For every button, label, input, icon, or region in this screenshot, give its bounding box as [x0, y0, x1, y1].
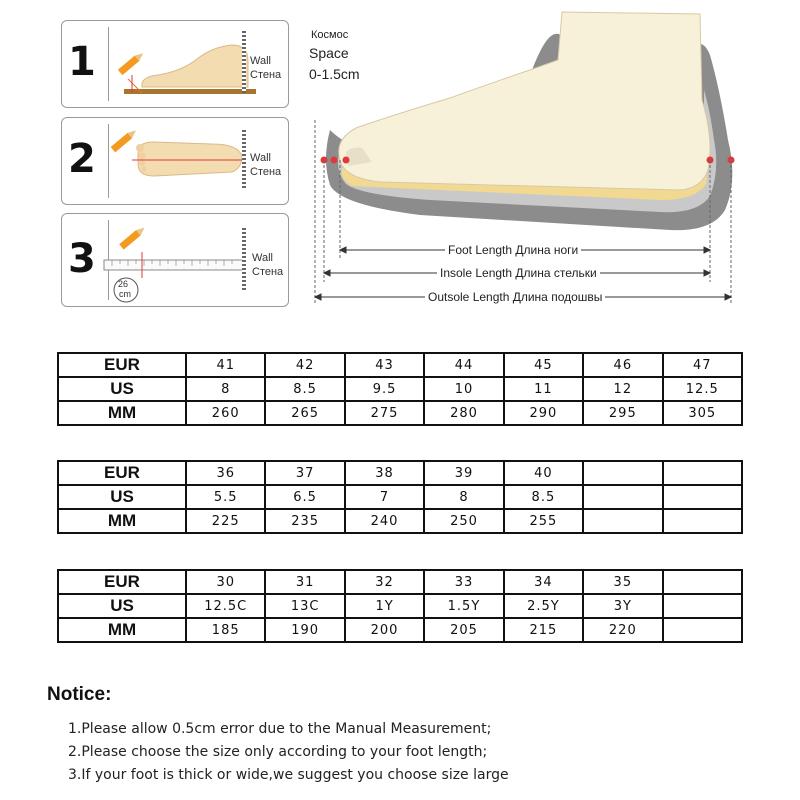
table-cell: 10: [424, 377, 503, 401]
table-cell: 45: [504, 353, 583, 377]
step-1-panel: [61, 20, 289, 108]
table-cell: 8: [186, 377, 265, 401]
row-header: EUR: [58, 353, 186, 377]
table-cell: 240: [345, 509, 424, 533]
table-cell: 11: [504, 377, 583, 401]
row-header: EUR: [58, 461, 186, 485]
table-cell: 225: [186, 509, 265, 533]
table-cell: 34: [504, 570, 583, 594]
step-2-panel: [61, 117, 289, 205]
table-row-eur: [58, 353, 742, 377]
table-cell: 36: [186, 461, 265, 485]
table-cell: 43: [345, 353, 424, 377]
table-cell: 1.5Y: [424, 594, 503, 618]
table-cell: 41: [186, 353, 265, 377]
notice-line-2: 2.Please choose the size only according to your foot length;: [68, 744, 488, 760]
table-cell: 5.5: [186, 485, 265, 509]
table-row-us: [58, 377, 742, 401]
table-cell: 39: [424, 461, 503, 485]
table-cell: 33: [424, 570, 503, 594]
notice-line-1: 1.Please allow 0.5cm error due to the Manual Measurement;: [68, 721, 492, 737]
table-cell: 295: [583, 401, 662, 425]
table-cell: [583, 485, 662, 509]
step-3-panel: [61, 213, 289, 307]
table-cell: [663, 594, 742, 618]
table-cell: 35: [583, 570, 662, 594]
wall-marker: [242, 228, 246, 290]
table-row-mm: [58, 509, 742, 533]
table-cell: 3Y: [583, 594, 662, 618]
table-cell: 32: [345, 570, 424, 594]
table-cell: 37: [265, 461, 344, 485]
table-cell: [583, 509, 662, 533]
step-2-number: 2: [68, 136, 96, 182]
table-cell: 2.5Y: [504, 594, 583, 618]
foot-length-label: Foot Length Длина ноги: [445, 243, 581, 257]
step-3-number: 3: [68, 236, 96, 282]
table-cell: 9.5: [345, 377, 424, 401]
table-cell: 235: [265, 509, 344, 533]
ruler-mark-unit: cm: [119, 289, 131, 299]
table-cell: 44: [424, 353, 503, 377]
table-row-mm: [58, 401, 742, 425]
table-cell: 31: [265, 570, 344, 594]
table-row-us: [58, 485, 742, 509]
table-cell: 47: [663, 353, 742, 377]
size-table-adult-small: [57, 460, 743, 534]
size-table-adult-large: [57, 352, 743, 426]
table-cell: 40: [504, 461, 583, 485]
space-label-ru: Космос: [311, 29, 349, 41]
table-cell: 13C: [265, 594, 344, 618]
table-row-us: [58, 594, 742, 618]
table-cell: 38: [345, 461, 424, 485]
wall-label: Wall: [250, 152, 271, 164]
table-cell: [663, 570, 742, 594]
wall-label-ru: Стена: [250, 69, 282, 81]
table-cell: [663, 618, 742, 642]
row-header: US: [58, 594, 186, 618]
wall-marker: [242, 31, 246, 93]
insole-length-label: Insole Length Длина стельки: [437, 266, 600, 280]
table-cell: 205: [424, 618, 503, 642]
table-cell: [663, 485, 742, 509]
row-header: US: [58, 377, 186, 401]
table-cell: 190: [265, 618, 344, 642]
table-row-eur: [58, 461, 742, 485]
ruler-mark-value: 26: [118, 279, 129, 289]
table-cell: 6.5: [265, 485, 344, 509]
step-1-number: 1: [68, 39, 96, 85]
notice-title: Notice:: [47, 684, 112, 705]
table-cell: 265: [265, 401, 344, 425]
table-cell: [663, 509, 742, 533]
table-cell: 260: [186, 401, 265, 425]
table-cell: 280: [424, 401, 503, 425]
table-row-mm: [58, 618, 742, 642]
table-cell: 30: [186, 570, 265, 594]
table-cell: 200: [345, 618, 424, 642]
wall-label-ru: Стена: [252, 266, 284, 278]
space-label: Space: [309, 45, 349, 61]
table-cell: 1Y: [345, 594, 424, 618]
wall-label-ru: Стена: [250, 166, 282, 178]
table-cell: [663, 461, 742, 485]
table-cell: 8.5: [265, 377, 344, 401]
table-cell: 305: [663, 401, 742, 425]
table-cell: 8.5: [504, 485, 583, 509]
table-cell: 255: [504, 509, 583, 533]
size-table-kids: [57, 569, 743, 643]
row-header: MM: [58, 618, 186, 642]
table-cell: 42: [265, 353, 344, 377]
row-header: EUR: [58, 570, 186, 594]
space-range: 0-1.5cm: [309, 66, 360, 82]
table-cell: 12: [583, 377, 662, 401]
table-cell: 12.5C: [186, 594, 265, 618]
table-cell: 250: [424, 509, 503, 533]
table-cell: 290: [504, 401, 583, 425]
row-header: US: [58, 485, 186, 509]
row-header: MM: [58, 401, 186, 425]
table-cell: [583, 461, 662, 485]
table-cell: 275: [345, 401, 424, 425]
wall-label: Wall: [252, 252, 273, 264]
table-cell: 46: [583, 353, 662, 377]
table-cell: 215: [504, 618, 583, 642]
table-cell: 7: [345, 485, 424, 509]
wall-label: Wall: [250, 55, 271, 67]
wall-marker: [242, 130, 246, 190]
table-cell: 185: [186, 618, 265, 642]
table-row-eur: [58, 570, 742, 594]
outsole-length-label: Outsole Length Длина подошвы: [425, 290, 605, 304]
table-cell: 12.5: [663, 377, 742, 401]
row-header: MM: [58, 509, 186, 533]
table-cell: 220: [583, 618, 662, 642]
table-cell: 8: [424, 485, 503, 509]
notice-line-3: 3.If your foot is thick or wide,we suggest you choose size large: [68, 767, 509, 783]
